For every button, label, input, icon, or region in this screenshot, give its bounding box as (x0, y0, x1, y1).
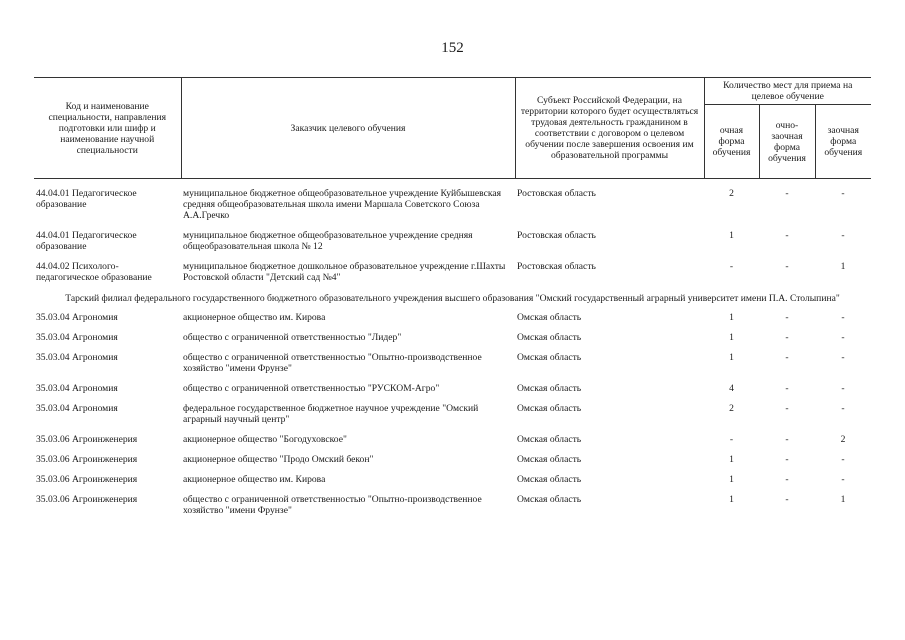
table-row (34, 432, 871, 452)
table-row (34, 259, 871, 290)
table-row (34, 310, 871, 330)
cell-full-time: 4 (729, 383, 734, 394)
cell-code: 35.03.06 Агроинженерия (36, 434, 138, 445)
table-row (34, 350, 871, 381)
cell-part-time: - (785, 230, 789, 241)
cell-full-time: 2 (729, 188, 734, 199)
cell-full-time: 1 (729, 332, 734, 343)
cell-extramural: - (841, 383, 845, 394)
cell-customer: общество с ограниченной ответственностью "Опытно-производственное хозяйство "имени Фрунзе" (183, 494, 482, 516)
cell-customer: акционерное общество "Богодуховское" (183, 434, 347, 445)
cell-region: Омская область (517, 434, 582, 445)
cell-part-time: - (785, 312, 789, 323)
cell-part-time: - (785, 332, 789, 343)
cell-region: Ростовская область (517, 261, 596, 272)
cell-full-time: - (729, 434, 734, 445)
cell-code: 35.03.04 Агрономия (36, 403, 118, 414)
cell-customer: акционерное общество "Продо Омский бекон" (183, 454, 374, 465)
cell-extramural: - (841, 403, 845, 414)
cell-code: 44.04.02 Психолого-педагогическое образование (36, 261, 152, 283)
table-row (34, 472, 871, 492)
cell-region: Омская область (517, 454, 582, 465)
cell-part-time: - (785, 261, 789, 272)
cell-full-time: 1 (729, 454, 734, 465)
cell-extramural: - (841, 352, 845, 363)
cell-customer: федеральное государственное бюджетное научное учреждение "Омский аграрный научный центр" (183, 403, 479, 425)
cell-code: 35.03.06 Агроинженерия (36, 494, 138, 505)
cell-full-time: 1 (729, 352, 734, 363)
cell-part-time: - (785, 383, 789, 394)
cell-region: Омская область (517, 352, 582, 363)
cell-region: Ростовская область (517, 188, 596, 199)
cell-code: 35.03.06 Агроинженерия (36, 474, 138, 485)
cell-extramural: 1 (840, 494, 846, 505)
target-training-table (34, 77, 871, 523)
table-row (34, 330, 871, 350)
cell-extramural: - (841, 454, 845, 465)
cell-extramural: - (841, 188, 845, 199)
cell-region: Омская область (517, 312, 582, 323)
cell-customer: общество с ограниченной ответственностью "Лидер" (183, 332, 402, 343)
header-seats: Количество мест для приема на целевое обучение (704, 78, 871, 105)
table-row (34, 186, 871, 228)
cell-code: 44.04.01 Педагогическое образование (36, 230, 137, 252)
cell-region: Омская область (517, 494, 582, 505)
cell-customer: акционерное общество им. Кирова (183, 474, 326, 485)
header-full-time: очная форма обучения (704, 105, 759, 179)
cell-part-time: - (785, 474, 789, 485)
cell-extramural: 1 (840, 261, 846, 272)
header-extramural: заочная форма обучения (815, 105, 871, 179)
cell-extramural: - (841, 312, 845, 323)
cell-part-time: - (785, 352, 789, 363)
cell-customer: общество с ограниченной ответственностью "Опытно-производственное хозяйство "имени Фрунзе" (183, 352, 482, 374)
cell-full-time: 1 (729, 494, 734, 505)
cell-extramural: 2 (840, 434, 846, 445)
cell-customer: муниципальное бюджетное общеобразовательное учреждение Куйбышевская средняя общеобразовательная школа имени Маршала Советского Союза А.А.Гречко (183, 188, 502, 221)
cell-region: Омская область (517, 383, 582, 394)
table-row (34, 401, 871, 432)
cell-customer: общество с ограниченной ответственностью "РУСКОМ-Агро" (183, 383, 440, 394)
cell-part-time: - (785, 494, 789, 505)
table-row (34, 381, 871, 401)
cell-full-time: 1 (729, 474, 734, 485)
cell-customer: муниципальное бюджетное дошкольное образовательное учреждение г.Шахты Ростовской области "Детский сад №4" (183, 261, 506, 283)
cell-full-time: 1 (729, 312, 734, 323)
cell-part-time: - (785, 188, 789, 199)
cell-customer: муниципальное бюджетное общеобразовательное учреждение средняя общеобразовательная школа № 12 (183, 230, 473, 252)
cell-region: Омская область (517, 332, 582, 343)
header-part-time: очно-заочная форма обучения (759, 105, 815, 179)
cell-code: 44.04.01 Педагогическое образование (36, 188, 137, 210)
cell-part-time: - (785, 403, 789, 414)
cell-code: 35.03.04 Агрономия (36, 312, 118, 323)
cell-extramural: - (841, 332, 845, 343)
cell-code: 35.03.04 Агрономия (36, 332, 118, 343)
section-row (34, 290, 871, 310)
header-customer: Заказчик целевого обучения (181, 78, 515, 179)
cell-part-time: - (785, 454, 789, 465)
page-number: 152 (441, 40, 464, 56)
section-heading: Тарский филиал федерального государственного бюджетного образовательного учреждения высшего образования "Омский государственный аграрный университет имени П.А. Столыпина" (65, 293, 840, 304)
table-row (34, 492, 871, 523)
header-code: Код и наименование специальности, направления подготовки или шифр и наименование научной специальности (34, 78, 181, 179)
cell-customer: акционерное общество им. Кирова (183, 312, 326, 323)
header-region: Субъект Российской Федерации, на территории которого будет осуществляться трудовая деятельность гражданином в соответствии с договором о целевом обучении после завершения освоения им образовательной программы (515, 78, 704, 179)
cell-extramural: - (841, 474, 845, 485)
cell-region: Ростовская область (517, 230, 596, 241)
cell-region: Омская область (517, 403, 582, 414)
cell-extramural: - (841, 230, 845, 241)
cell-code: 35.03.06 Агроинженерия (36, 454, 138, 465)
cell-full-time: 2 (729, 403, 734, 414)
cell-code: 35.03.04 Агрономия (36, 383, 118, 394)
cell-code: 35.03.04 Агрономия (36, 352, 118, 363)
cell-region: Омская область (517, 474, 582, 485)
cell-part-time: - (785, 434, 789, 445)
cell-full-time: - (729, 261, 734, 272)
table-row (34, 228, 871, 259)
cell-full-time: 1 (729, 230, 734, 241)
table-row (34, 452, 871, 472)
